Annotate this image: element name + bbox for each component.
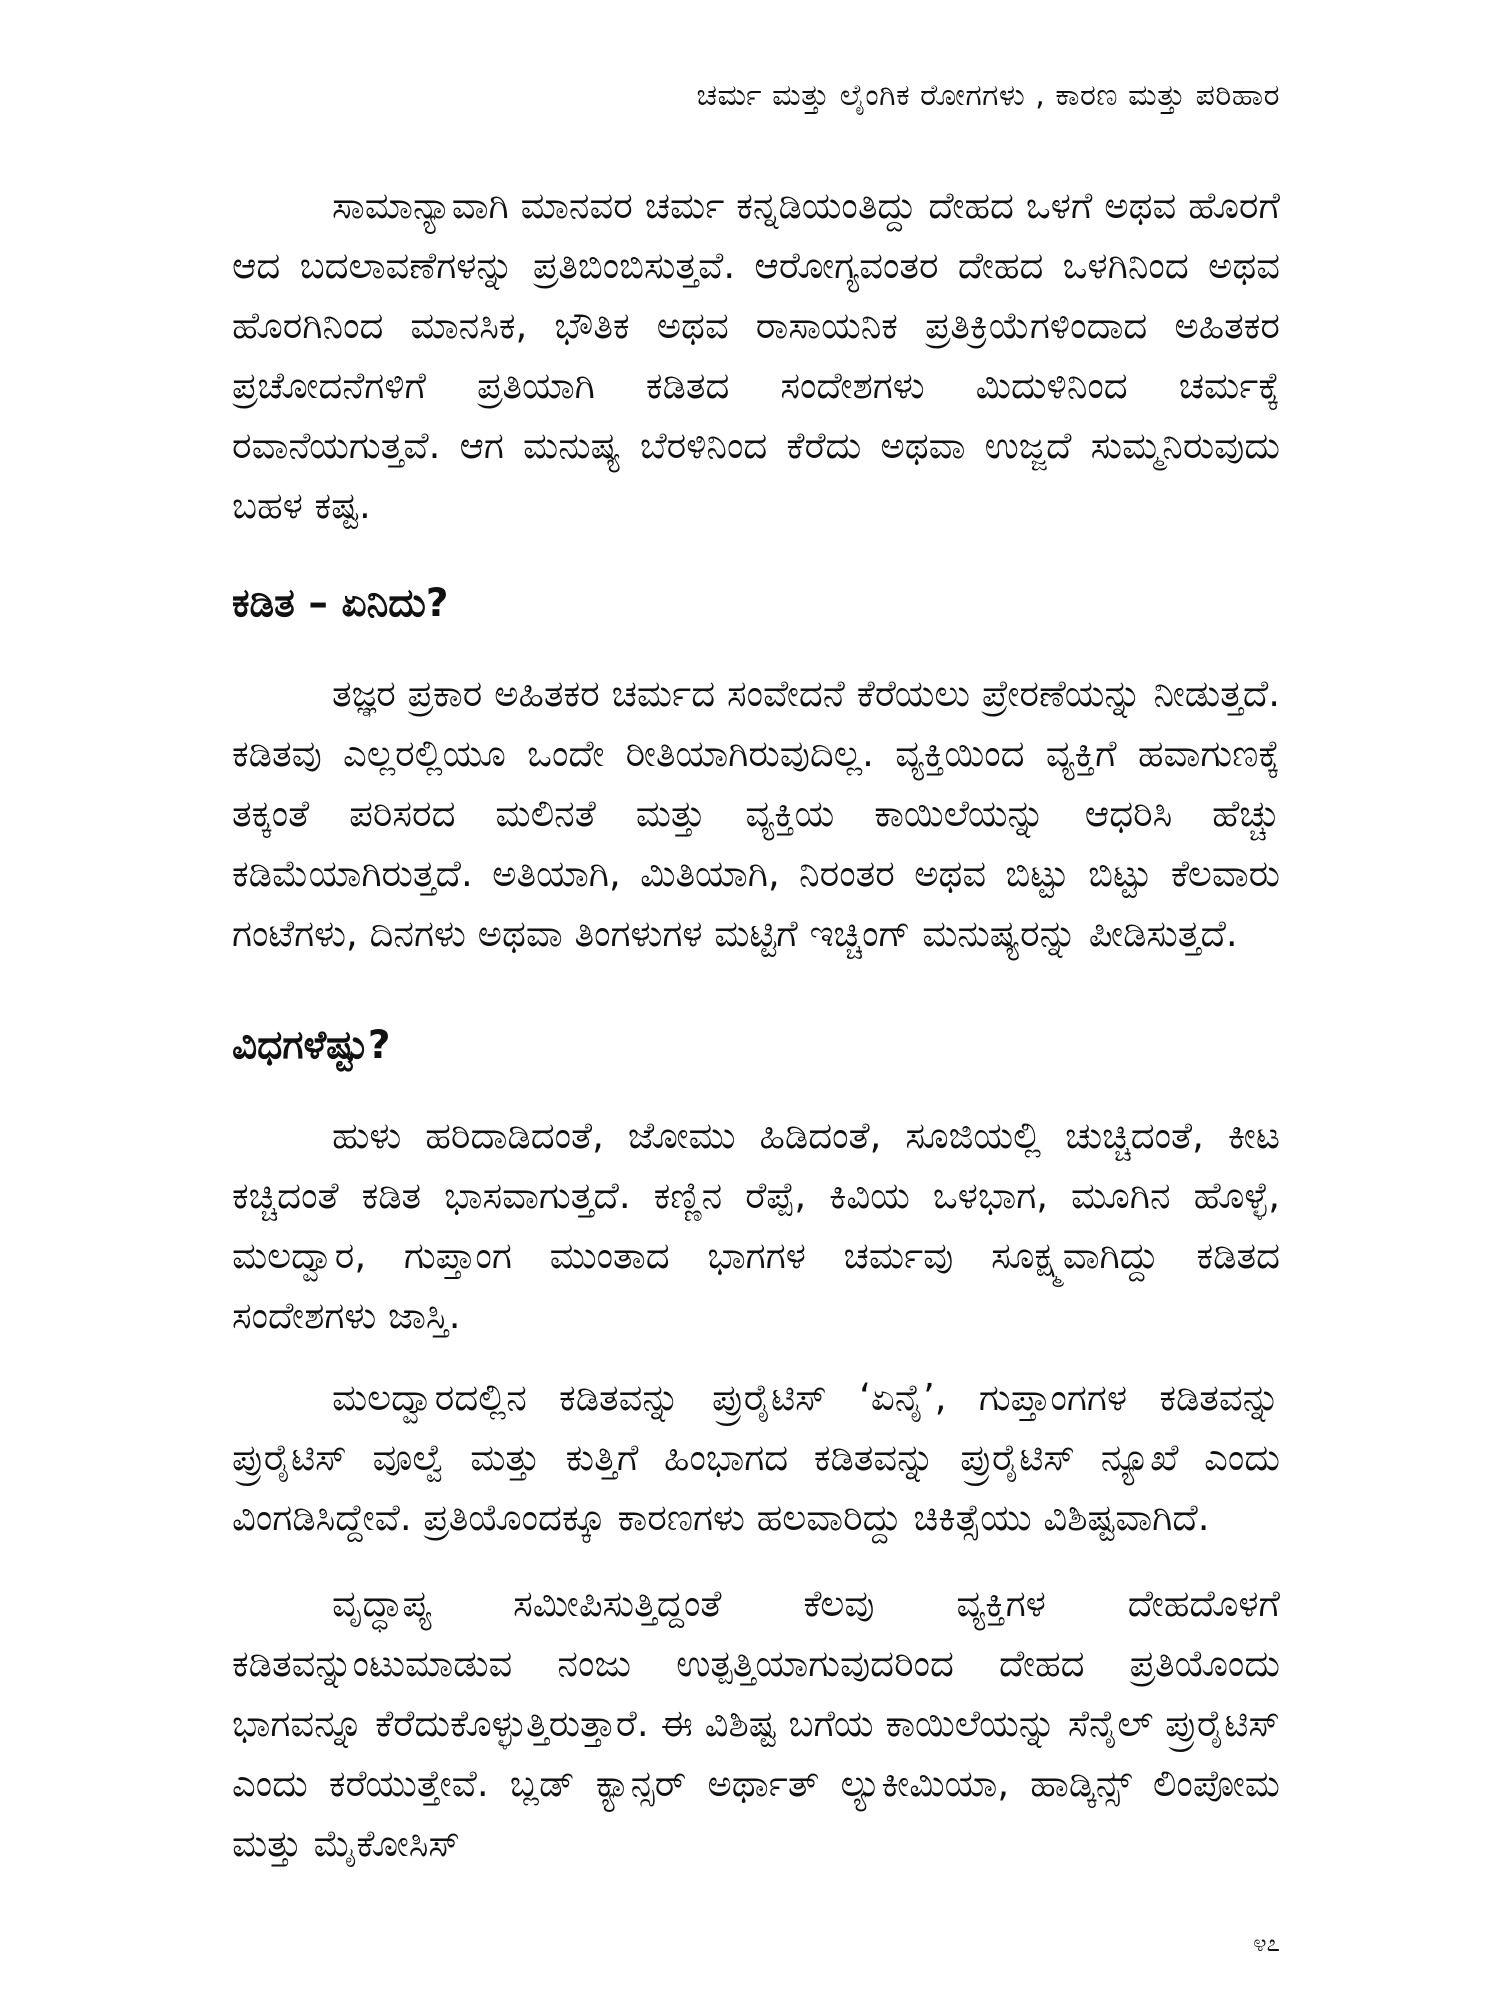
page-body [232, 176, 1280, 1874]
paragraph-itching: ತಜ್ಞರ ಪ್ರಕಾರ ಅಹಿತಕರ ಚರ್ಮದ ಸಂವೇದನೆ ಕೆರೆಯಲು ಪ್ರೇರಣೆಯನ್ನು ನೀಡುತ್ತದೆ. ಕಡಿತವು ಎಲ್ಲರಲ್ಲಿಯೂ ಒಂದೇ ರೀತಿಯಾಗಿರುವುದಿಲ್ಲ. ವ್ಯಕ್ತಿಯಿಂದ ವ್ಯಕ್ತಿಗೆ ಹವಾಗುಣಕ್ಕೆ ತಕ್ಕಂತೆ ಪರಿಸರದ ಮಲಿನತೆ ಮತ್ತು ವ್ಯಕ್ತಿಯ ಕಾಯಿಲೆಯನ್ನು ಆಧರಿಸಿ ಹೆಚ್ಚು ಕಡಿಮೆಯಾಗಿರುತ್ತದೆ. ಅತಿಯಾಗಿ, ಮಿತಿಯಾಗಿ, ನಿರಂತರ ಅಥವ ಬಿಟ್ಟು ಬಿಟ್ಟು ಕೆಲವಾರು ಗಂಟೆಗಳು, ದಿನಗಳು ಅಥವಾ ತಿಂಗಳುಗಳ ಮಟ್ಟಿಗೆ ಇಚ್ಚಿಂಗ್ ಮನುಷ್ಯರನ್ನು ಪೀಡಿಸುತ್ತದೆ. [232, 672, 1280, 955]
section-heading-types: ವಿಧಗಳೆಷ್ಟು? [232, 1023, 391, 1068]
page-number: ೪೭ [1253, 1929, 1280, 1957]
section-heading-itching: ಕಡಿತ – ಏನಿದು? [232, 581, 449, 626]
paragraph-pruritus-kinds: ಮಲದ್ವಾರದಲ್ಲಿನ ಕಡಿತವನ್ನು ಪ್ರುರೈಟಿಸ್ ‘ಏನೈ’, ಗುಪ್ತಾಂಗಗಳ ಕಡಿತವನ್ನು ಪ್ರುರೈಟಿಸ್ ವೂಲ್ವೆ ಮತ್ತು ಕುತ್ತಿಗೆ ಹಿಂಭಾಗದ ಕಡಿತವನ್ನು ಪ್ರುರೈಟಿಸ್ ನ್ಯೂಖೆ ಎಂದು ವಿಂಗಡಿಸಿದ್ದೇವೆ. ಪ್ರತಿಯೊಂದಕ್ಕೂ ಕಾರಣಗಳು ಹಲವಾರಿದ್ದು ಚಿಕಿತ್ಸೆಯು ವಿಶಿಷ್ಟವಾಗಿದೆ. [232, 1376, 1280, 1539]
paragraph-intro: ಸಾಮಾನ್ಯಾವಾಗಿ ಮಾನವರ ಚರ್ಮ ಕನ್ನಡಿಯಂತಿದ್ದು ದೇಹದ ಒಳಗೆ ಅಥವ ಹೊರಗೆ ಆದ ಬದಲಾವಣೆಗಳನ್ನು ಪ್ರತಿಬಿಂಬಿಸುತ್ತವೆ. ಆರೋಗ್ಯವಂತರ ದೇಹದ ಒಳಗಿನಿಂದ ಅಥವ ಹೊರಗಿನಿಂದ ಮಾನಸಿಕ, ಭೌತಿಕ ಅಥವ ರಾಸಾಯನಿಕ ಪ್ರತಿಕ್ರಿಯೆಗಳಿಂದಾದ ಅಹಿತಕರ ಪ್ರಚೋದನೆಗಳಿಗೆ ಪ್ರತಿಯಾಗಿ ಕಡಿತದ ಸಂದೇಶಗಳು ಮಿದುಳಿನಿಂದ ಚರ್ಮಕ್ಕೆ ರವಾನೆಯಗುತ್ತವೆ. ಆಗ ಮನುಷ್ಯ ಬೆರಳಿನಿಂದ ಕೆರೆದು ಅಥವಾ ಉಜ್ಜದೆ ಸುಮ್ಮನಿರುವುದು ಬಹಳ ಕಷ್ಟ. [232, 184, 1280, 527]
paragraph-senile-pruritus: ವೃದ್ಧಾಪ್ಯ ಸಮೀಪಿಸುತ್ತಿದ್ದಂತೆ ಕೆಲವು ವ್ಯಕ್ತಿಗಳ ದೇಹದೊಳಗೆ ಕಡಿತವನ್ನುಂಟುಮಾಡುವ ನಂಜು ಉತ್ಪತ್ತಿಯಾಗುವುದರಿಂದ ದೇಹದ ಪ್ರತಿಯೊಂದು ಭಾಗವನ್ನೂ ಕೆರೆದುಕೊಳ್ಳುತ್ತಿರುತ್ತಾರೆ. ಈ ವಿಶಿಷ್ಟ ಬಗೆಯ ಕಾಯಿಲೆಯನ್ನು ಸೆನೈಲ್ ಪ್ರುರೈಟಿಸ್ ಎಂದು ಕರೆಯುತ್ತೇವೆ. ಬ್ಲಡ್ ಕ್ಯಾನ್ಸರ್ ಅರ್ಥಾತ್ ಲ್ಯುಕೀಮಿಯಾ, ಹಾಡ್ಕಿನ್ಸ್ ಲಿಂಪೋಮ ಮತ್ತು ಮೈಕೋಸಿಸ್ [232, 1582, 1280, 1865]
running-head: ಚರ್ಮ ಮತ್ತು ಲೈಂಗಿಕ ರೋಗಗಳು , ಕಾರಣ ಮತ್ತು ಪರಿಹಾರ [696, 78, 1280, 113]
paragraph-types: ಹುಳು ಹರಿದಾಡಿದಂತೆ, ಜೋಮು ಹಿಡಿದಂತೆ, ಸೂಜಿಯಲ್ಲಿ ಚುಚ್ಚಿದಂತೆ, ಕೀಟ ಕಚ್ಚಿದಂತೆ ಕಡಿತ ಭಾಸವಾಗುತ್ತದೆ. ಕಣ್ಣಿನ ರೆಪ್ಪೆ, ಕಿವಿಯ ಒಳಭಾಗ, ಮೂಗಿನ ಹೊಳ್ಳೆ, ಮಲದ್ವಾರ, ಗುಪ್ತಾಂಗ ಮುಂತಾದ ಭಾಗಗಳ ಚರ್ಮವು ಸೂಕ್ಷ್ಮವಾಗಿದ್ದು ಕಡಿತದ ಸಂದೇಶಗಳು ಜಾಸ್ತಿ. [232, 1114, 1280, 1337]
